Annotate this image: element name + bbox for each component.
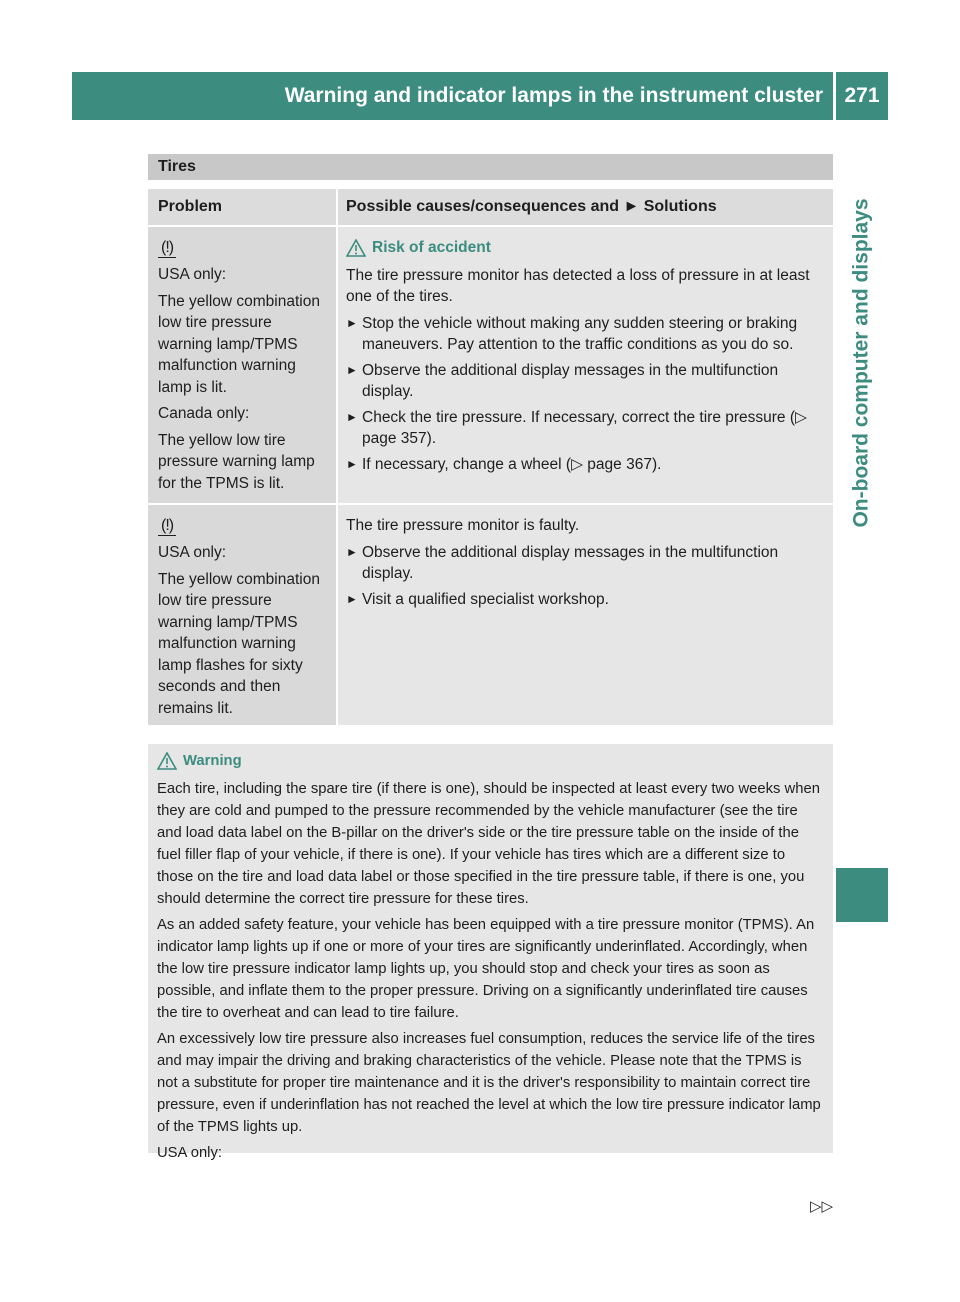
column-header-problem: Problem xyxy=(158,198,223,215)
problem-text: The yellow low tire pressure warning lamp for the TPMS is lit. xyxy=(158,431,315,492)
solutions-cell xyxy=(336,505,833,725)
problem-text: USA only: xyxy=(158,544,227,561)
step-text: If necessary, change a wheel (▷ page 367). xyxy=(362,455,662,473)
caution-heading xyxy=(346,237,827,259)
problem-text: Canada only: xyxy=(158,405,250,422)
warning-paragraph: As an added safety feature, your vehicle has been equipped with a tire pressure monitor (TPMS). An indicator lamp lights up if one or more of your tires are significantly underinflated. Accordingly, when the low tire pressure indicator lamp lights up, you should stop and check your tires as soon as possible, and inflate them to the proper pressure. Driving on a significantly underinflated tire causes the tire to overheat and can lead to tire failure. xyxy=(157,917,815,1021)
warning-paragraph: USA only: xyxy=(157,1145,222,1161)
step-text: Observe the additional display messages in the multifunction display. xyxy=(362,361,779,400)
step-arrow-icon: ► xyxy=(346,315,358,330)
step-text: Observe the additional display messages in the multifunction display. xyxy=(362,543,779,582)
warning-triangle-icon xyxy=(157,752,177,770)
step-arrow-icon: ► xyxy=(346,409,358,424)
side-tab xyxy=(836,148,888,578)
solutions-cell xyxy=(336,227,833,503)
solution-step xyxy=(346,454,827,476)
problem-text: The yellow combination low tire pressure warning lamp/TPMS malfunction warning lamp flashes for sixty seconds and then remains lit. xyxy=(158,570,320,717)
solution-step xyxy=(346,407,827,450)
warning-triangle-icon xyxy=(346,239,366,257)
solution-intro: The tire pressure monitor has detected a loss of pressure in at least one of the tires. xyxy=(346,266,810,305)
problem-cell xyxy=(148,505,336,725)
step-arrow-icon: ► xyxy=(346,362,358,377)
warning-paragraph: Each tire, including the spare tire (if there is one), should be inspected at least every two weeks when they are cold and pumped to the pressure recommended by the vehicle manufacturer (see the tire and load data label on the B-pillar on the driver's side or the tire pressure table on the inside of the fuel filler flap of your vehicle, if there is one). If your vehicle has tires which are a different size to those on the tire and load data label or those specified in the tire pressure table, if there is one, you should determine the correct tire pressure for these tires. xyxy=(157,781,820,907)
step-arrow-icon: ► xyxy=(346,456,358,471)
page-header xyxy=(72,72,888,120)
caution-label: Risk of accident xyxy=(372,239,491,256)
step-arrow-icon: ► xyxy=(346,544,358,559)
step-text: Stop the vehicle without making any sudden steering or braking maneuvers. Pay attention to the traffic conditions as you do so. xyxy=(362,314,798,353)
solution-step xyxy=(346,542,827,585)
problem-cell xyxy=(148,227,336,503)
warning-paragraph: An excessively low tire pressure also increases fuel consumption, reduces the service life of the tires and may impair the driving and braking characteristics of the vehicle. Please note that the TPMS is not a substitute for proper tire maintenance and it is the driver's responsibility to maintain correct tire pressure, even if underinflation has not reached the level at which the low tire pressure indicator lamp of the TPMS lights up. xyxy=(157,1031,821,1135)
table-row xyxy=(148,503,833,725)
step-text: Check the tire pressure. If necessary, correct the tire pressure (▷ page 357). xyxy=(362,408,807,447)
side-tab-marker xyxy=(836,868,888,922)
table-header xyxy=(148,189,833,225)
continue-mark: ▷▷ xyxy=(810,1198,834,1215)
problem-text: The yellow combination low tire pressure warning lamp/TPMS malfunction warning lamp is lit. xyxy=(158,292,320,396)
tires-table xyxy=(148,154,833,725)
solution-step xyxy=(346,360,827,403)
tire-pressure-lamp-icon: (!) xyxy=(158,517,176,536)
header-title: Warning and indicator lamps in the instrument cluster xyxy=(284,84,823,107)
column-header-solutions: Possible causes/consequences and ► Solutions xyxy=(336,189,833,225)
solution-step xyxy=(346,313,827,356)
side-tab-label: On-board computer and displays xyxy=(850,198,873,528)
problem-text: USA only: xyxy=(158,266,227,283)
tire-pressure-lamp-icon: (!) xyxy=(158,239,176,258)
table-title: Tires xyxy=(148,154,833,180)
solution-intro: The tire pressure monitor is faulty. xyxy=(346,517,580,534)
solution-step xyxy=(346,589,827,611)
warning-label: Warning xyxy=(183,753,242,769)
page-number: 271 xyxy=(844,84,880,107)
warning-heading xyxy=(157,750,825,772)
warning-box xyxy=(148,744,833,1161)
step-text: Visit a qualified specialist workshop. xyxy=(362,590,609,608)
step-arrow-icon: ► xyxy=(346,591,358,606)
table-row xyxy=(148,225,833,503)
